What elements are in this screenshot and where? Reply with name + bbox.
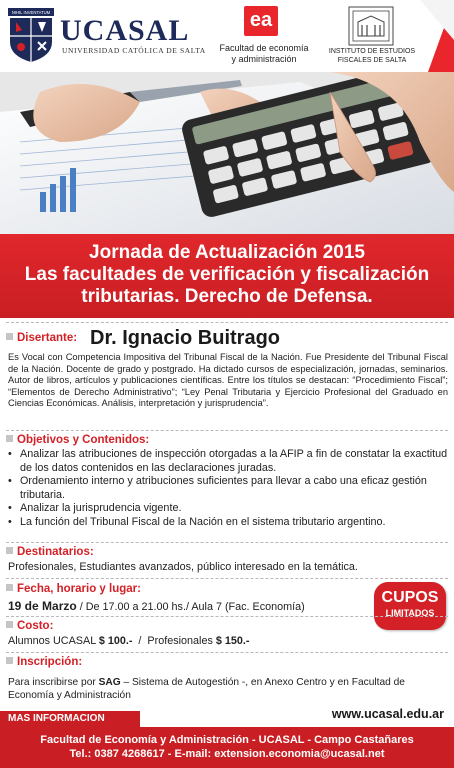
student-price: $ 100.- <box>98 635 133 647</box>
registration-text-after: – Sistema de Autogestión -, en Anexo Centro y en Facultad de Economía y Administración <box>8 677 405 701</box>
speaker-name: Dr. Ignacio Buitrago <box>90 327 281 349</box>
badge-line-1: CUPOS <box>381 589 439 606</box>
cost-separator: / Profesionales <box>132 635 216 647</box>
registration-text-before: Para inscribirse por <box>8 677 99 688</box>
list-item: • Analizar la jurisprudencia vigente. <box>8 502 448 516</box>
event-title-line-2: Las facultades de verificación y fiscalización <box>24 264 430 285</box>
badge-line-2: LIMITADOS <box>385 608 435 618</box>
schedule-text <box>8 599 305 613</box>
divider <box>6 542 448 543</box>
header <box>0 0 454 72</box>
event-title-line-1: Jornada de Actualización 2015 <box>89 242 365 263</box>
divider <box>6 322 448 323</box>
limited-seats-badge <box>374 582 446 630</box>
audience-label: Destinatarios: <box>6 546 94 558</box>
footer-line-2: Tel.: 0387 4268617 - E-mail: extension.economia@ucasal.net <box>69 748 385 760</box>
list-item: • La función del Tribunal Fiscal de la Nación en el sistema tributario argentino. <box>8 516 448 530</box>
faculty-line-1: Facultad de economía <box>219 43 309 53</box>
faculty-label <box>214 43 314 65</box>
university-full-name: UNIVERSIDAD CATÓLICA DE SALTA <box>62 46 206 55</box>
event-title-banner <box>0 234 454 318</box>
divider <box>6 652 448 653</box>
event-details: / De 17.00 a 21.00 hs./ Aula 7 (Fac. Economía) <box>76 601 305 613</box>
speaker-bio: Es Vocal con Competencia Impositiva del Tribunal Fiscal de la Nación. Fue Presidente del Tribunal Fiscal de la Nación. Docente de grado y postgrado. Ha dictado cursos de especialización, jornadas, seminarios. Autor de libros, artículos y publicaciones científicas. Entre los títulos se destacan: “Procedimiento Fiscal”; “Elementos de Derecho Administrativo”; “Ley Penal Tributaria y Ejercicio Profesional del Graduado en Ciencias Económicas. Análisis, interpretación y jurisprudencia”. <box>8 352 448 409</box>
audience-text: Profesionales, Estudiantes avanzados, público interesado en la temática. <box>8 561 358 573</box>
professional-price: $ 150.- <box>215 635 250 647</box>
list-item: • Ordenamiento interno y atribuciones suficientes para llevar a cabo una eficaz gestión tributaria. <box>8 475 448 502</box>
objectives-label: Objetivos y Contenidos: <box>6 434 149 446</box>
divider <box>6 578 448 579</box>
list-item: • Analizar las atribuciones de inspección otorgadas a la AFIP a fin de constatar la exactitud de los datos contenidos en las declaraciones juradas. <box>8 448 448 475</box>
website-link[interactable]: www.ucasal.edu.ar <box>331 707 444 721</box>
cost-label: Costo: <box>6 620 53 632</box>
ucasal-shield-logo <box>8 8 54 62</box>
speaker-label: Disertante: <box>6 332 77 344</box>
student-label: Alumnos UCASAL <box>8 635 99 647</box>
objectives-list <box>8 448 448 529</box>
schedule-label: Fecha, horario y lugar: <box>6 583 141 595</box>
faculty-logo: ea <box>244 6 278 36</box>
footer-line-1: Facultad de Economía y Administración - UCASAL - Campo Castañares <box>40 734 414 746</box>
divider <box>6 430 448 431</box>
event-title-line-3: tributarias. Derecho de Defensa. <box>81 286 373 307</box>
institute-line-1: INSTITUTO DE ESTUDIOS <box>328 48 416 55</box>
svg-text:NIHIL INVENTATUM: NIHIL INVENTATUM <box>11 10 51 15</box>
corner-decoration <box>420 0 454 72</box>
more-info-label: MAS INFORMACION <box>0 711 140 727</box>
registration-text <box>8 677 408 702</box>
faculty-line-2: y administración <box>231 54 297 64</box>
footer-contact <box>0 727 454 768</box>
institute-line-2: FISCALES DE SALTA <box>337 57 407 64</box>
university-name: UCASAL <box>60 14 190 47</box>
cost-text <box>8 635 249 647</box>
calculator-photo-illustration <box>0 72 454 234</box>
header-photo <box>0 72 454 234</box>
sag-label: SAG <box>98 677 121 688</box>
institute-logo <box>348 6 394 46</box>
registration-label: Inscripción: <box>6 656 82 668</box>
institute-label <box>326 47 418 65</box>
divider <box>6 616 448 617</box>
event-date: 19 de Marzo <box>8 599 77 613</box>
